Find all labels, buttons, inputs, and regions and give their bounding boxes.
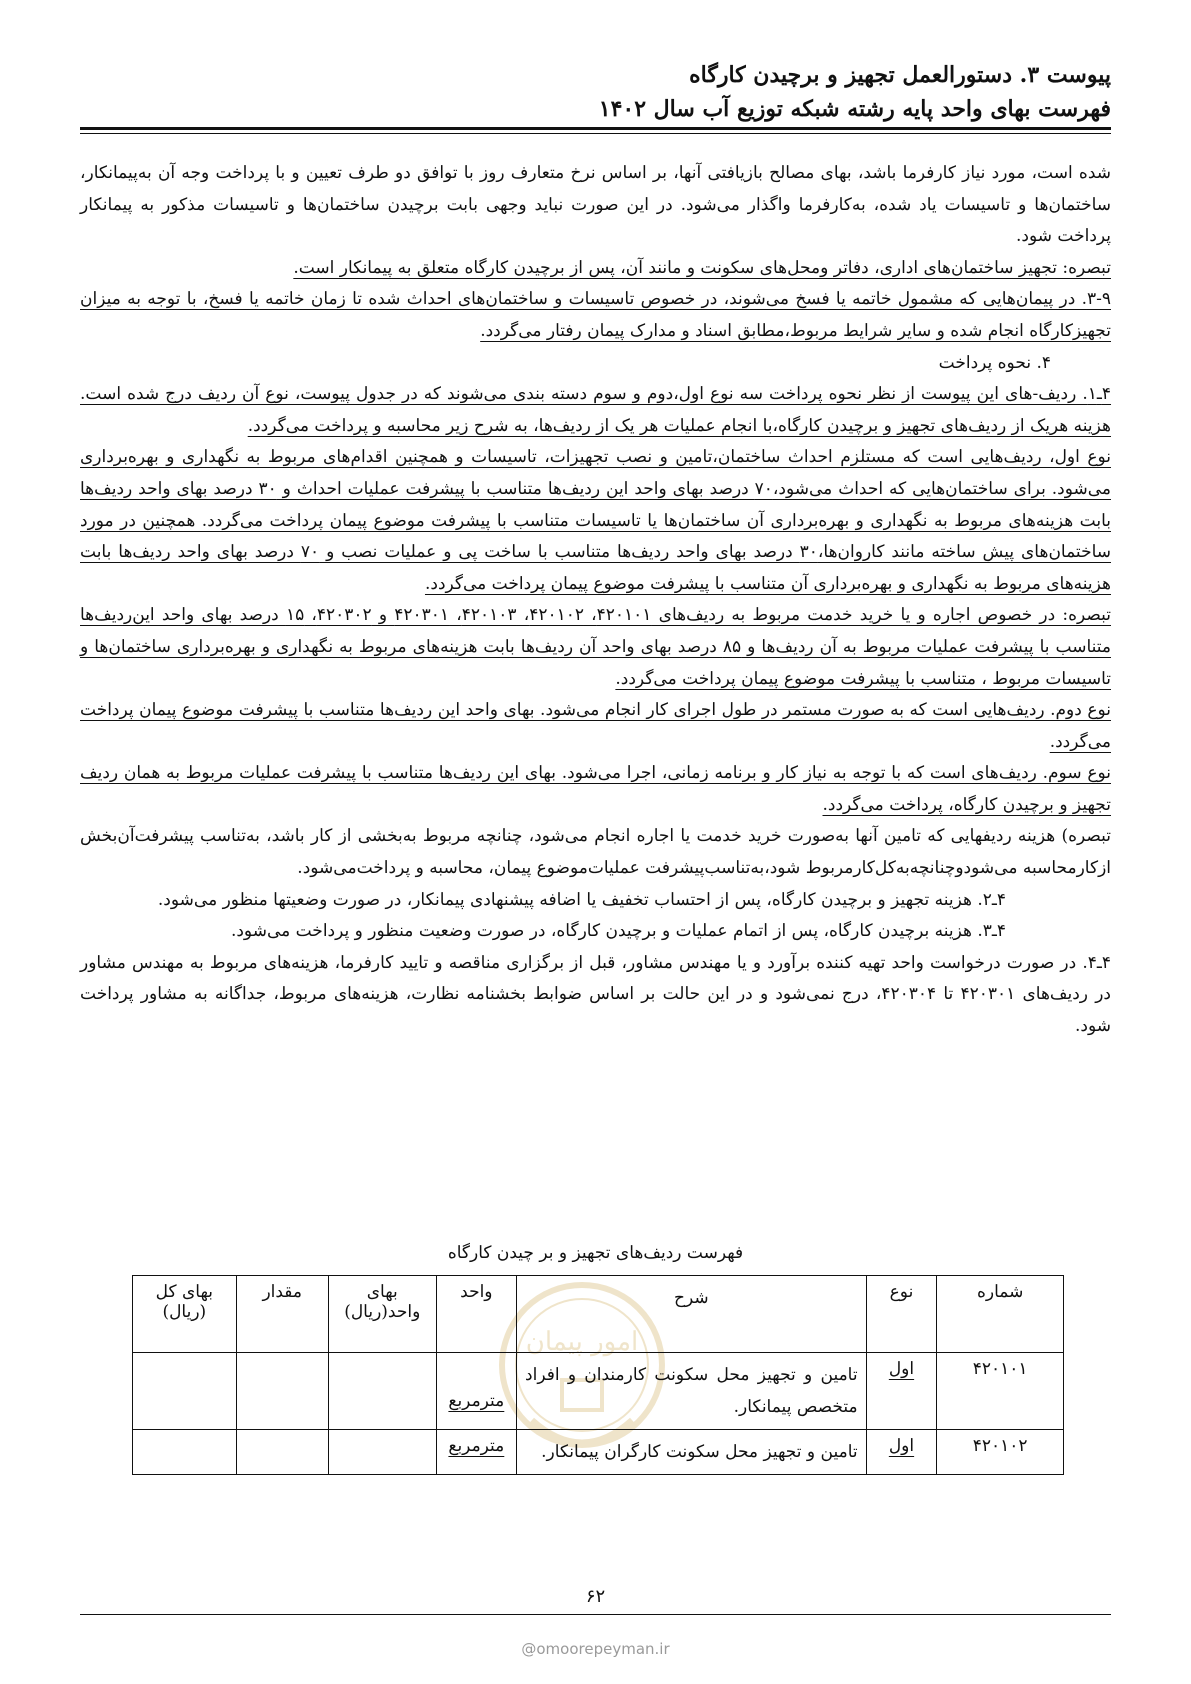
paragraph-3-9: ۳-۹. در پیمان‌هایی که مشمول خاتمه یا فسخ می‌شوند، در خصوص تاسیسات و ساختمان‌های احداث شده تا زمان خاتمه یا فسخ، با توجه به میزان تجهیزکارگاه انجام شده و سایر شرایط مربوط،مطابق اسناد و مدارک پیمان رفتار می‌گردد.	[80, 289, 1111, 341]
svg-text:امور پیمان: امور پیمان	[525, 1327, 639, 1357]
paragraph-4-2: ۴ـ۲. هزینه تجهیز و برچیدن کارگاه، پس از احتساب تخفیف یا اضافه پیشنهادی پیمانکار، در صورت وضعیتها منظور می‌شود.	[157, 889, 1006, 910]
paragraph-note-3: تبصره) هزینه ردیفهایی که تامین آنها به‌صورت خرید خدمت یا اجاره انجام می‌شود، چنانچه مربوط به‌بخشی از کار باشد، به‌تناسب پیشرفت‌آن‌بخش ازکارمحاسبه می‌شودوچنانچه‌به‌کل‌کارمربوط شود،به‌تناسب‌پیشرفت عملیات‌موضوع پیمان، محاسبه و پرداخت‌می‌شود.	[80, 826, 1111, 879]
row-total-price	[133, 1430, 237, 1475]
row-description: تامین و تجهیز محل سکونت کارمندان و افراد متخصص پیمانکار.	[517, 1353, 867, 1430]
row-unit-text: مترمربع	[448, 1391, 505, 1411]
col-unit-price: بهای واحد(ریال)	[328, 1276, 436, 1353]
header-title: پیوست ۳. دستورالعمل تجهیز و برچیدن کارگاه	[689, 62, 1111, 88]
table-header-row	[133, 1276, 1064, 1353]
page-number: ۶۲	[585, 1586, 606, 1607]
section-heading: ۴. نحوه پرداخت	[938, 352, 1051, 373]
row-total-price	[133, 1353, 237, 1430]
col-unit: واحد	[436, 1276, 516, 1353]
row-quantity	[236, 1430, 328, 1475]
paragraph: شده است، مورد نیاز کارفرما باشد، بهای مصالح بازیافتی آنها، بر اساس نرخ متعارف روز با توافق دو طرف تعیین و با پرداخت وجه آن به‌پیمانکار، ساختمان‌ها و تاسیسات یاد شده، به‌کارفرما واگذار می‌شود. در این صورت نباید وجهی بابت برچیدن ساختمان‌ها و تاسیسات مذکور به پیمانکار پرداخت شود.	[80, 163, 1111, 247]
header-rule-thick	[80, 127, 1111, 130]
row-type: اول	[866, 1353, 937, 1430]
paragraph-type-2: نوع دوم. ردیف‌هایی است که به صورت مستمر در طول اجرای کار انجام می‌شود. بهای واحد این ردیف‌ها متناسب با پیشرفت موضوع پیمان پرداخت می‌گردد.	[80, 700, 1111, 752]
row-unit	[436, 1353, 516, 1430]
col-description: شرح	[517, 1276, 867, 1353]
table-title: فهرست ردیف‌های تجهیز و بر چیدن کارگاه	[447, 1243, 744, 1263]
body-text	[80, 158, 1111, 1043]
col-type: نوع	[866, 1276, 937, 1353]
row-number: ۴۲۰۱۰۱	[937, 1353, 1064, 1430]
row-unit-price	[328, 1430, 436, 1475]
col-quantity: مقدار	[236, 1276, 328, 1353]
table-row	[133, 1353, 1064, 1430]
row-quantity	[236, 1353, 328, 1430]
paragraph-4-1: ۴ـ۱. ردیف-های این پیوست از نظر نحوه پرداخت سه نوع اول،دوم و سوم دسته بندی می‌شوند که در جدول پیوست، نوع آن ردیف درج شده است. هزینه هریک از ردیف‌های تجهیز و برچیدن کارگاه،با انجام عملیات هر یک از ردیف‌ها، به شرح زیر محاسبه و پرداخت می‌گردد.	[80, 384, 1112, 436]
items-table	[132, 1275, 1064, 1475]
table-row	[133, 1430, 1064, 1475]
paragraph-type-3: نوع سوم. ردیف‌های است که با توجه به نیاز کار و برنامه زمانی، اجرا می‌شود. بهای این ردیف‌ها متناسب با پیشرفت عملیات مربوط به همان ردیف تجهیز و برچیدن کارگاه، پرداخت می‌گردد.	[80, 763, 1111, 815]
row-unit: مترمربع	[436, 1430, 516, 1475]
row-number: ۴۲۰۱۰۲	[937, 1430, 1064, 1475]
website-watermark: @omoorepeyman.ir	[521, 1640, 670, 1658]
footer-rule	[80, 1614, 1111, 1615]
paragraph-4-3: ۴ـ۳. هزینه برچیدن کارگاه، پس از اتمام عملیات و برچیدن کارگاه، در صورت وضعیت منظور و پرداخت می‌شود.	[230, 921, 1006, 942]
header-rule-thin	[80, 133, 1111, 134]
paragraph-note-2: تبصره: در خصوص اجاره و یا خرید خدمت مربوط به ردیف‌های ۴۲۰۱۰۱، ۴۲۰۱۰۲، ۴۲۰۱۰۳، ۴۲۰۳۰۱ و ۴۲۰۳۰۲، ۱۵ درصد بهای واحد این‌ردیف‌ها متناسب با پیشرفت عملیات مربوط به آن ردیف‌ها و ۸۵ درصد بهای واحد آن ردیف‌ها بابت هزینه‌های مربوط به نگهداری و بهره‌برداری ساختمان‌ها و تاسیسات مربوط ، متناسب با پیشرفت موضوع پیمان پرداخت می‌گردد.	[80, 605, 1111, 689]
paragraph-note: تبصره: تجهیز ساختمان‌های اداری، دفاتر ومحل‌های سکونت و مانند آن، پس از برچیدن کارگاه متعلق به پیمانکار است.	[293, 257, 1111, 278]
col-total-price: بهای کل (ریال)	[133, 1276, 237, 1353]
page-header	[80, 58, 1111, 126]
row-type: اول	[866, 1430, 937, 1475]
header-subtitle: فهرست بهای واحد پایه رشته شبکه توزیع آب سال ۱۴۰۲	[598, 96, 1111, 122]
paragraph-4-4: ۴ـ۴. در صورت درخواست واحد تهیه کننده برآورد و یا مهندس مشاور، قبل از برگزاری مناقصه و تایید کارفرما، هزینه‌های مربوط به مهندس مشاور در ردیف‌های ۴۲۰۳۰۱ تا ۴۲۰۳۰۴، درج نمی‌شود و در این حالت بر اساس ضوابط بخشنامه نظارت، هزینه‌های مربوط، جداگانه به مشاور پرداخت شود.	[80, 952, 1111, 1037]
col-number: شماره	[937, 1276, 1064, 1353]
row-description: تامین و تجهیز محل سکونت کارگران پیمانکار.	[517, 1430, 867, 1475]
row-unit-price	[328, 1353, 436, 1430]
paragraph-type-1: نوع اول، ردیف‌هایی است که مستلزم احداث ساختمان،تامین و نصب تجهیزات، تاسیسات و همچنین اقدام‌های مربوط به نگهداری و بهره‌برداری می‌شود. برای ساختمان‌هایی که احداث می‌شود،۷۰ درصد بهای واحد این ردیف‌ها متناسب با پیشرفت عملیات احداث و ۳۰ درصد بهای واحد ردیف‌ها بابت هزینه‌های مربوط به نگهداری و بهره‌برداری آن ساختمان‌ها یا تاسیسات متناسب با پیشرفت موضوع پیمان پرداخت می‌گردد. همچنین در مورد ساختمان‌های پیش ساخته مانند کاروان‌ها،۳۰ درصد بهای واحد ردیف‌ها متناسب با ساخت پی و عملیات نصب و ۷۰ درصد بهای واحد ردیف‌ها بابت هزینه‌های مربوط به نگهداری و بهره‌برداری آن متناسب با پیشرفت موضوع پیمان پرداخت می‌گردد.	[80, 447, 1111, 594]
